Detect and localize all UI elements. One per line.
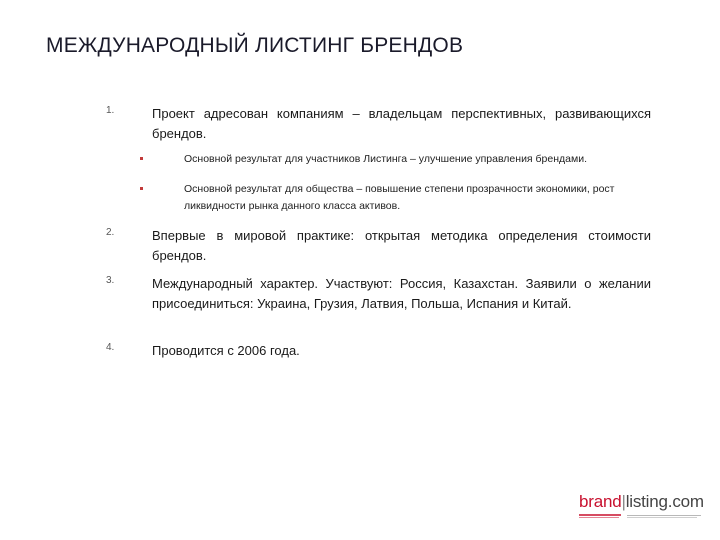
list-item-4 [106, 341, 651, 361]
list-item-text: Проект адресован компаниям – владельцам перспективных, развивающихся брендов. [152, 106, 651, 141]
slide-title: МЕЖДУНАРОДНЫЙ ЛИСТИНГ БРЕНДОВ [46, 34, 464, 57]
logo-com-text: com [672, 492, 704, 511]
list-item-1 [106, 104, 651, 144]
bullet-item-2 [140, 181, 651, 217]
bullet-marker [140, 187, 143, 190]
list-item-text: Международный характер. Участвуют: Россия, Казахстан. Заявили о желании присоединиться: Украина, Грузия, Латвия, Польша, Испания и Китай. [152, 276, 651, 311]
logo-listing-text: listing [625, 492, 668, 511]
list-item-number: 2. [106, 227, 115, 238]
list-item-number: 4. [106, 342, 115, 353]
logo-separator: | [621, 492, 626, 511]
logo-brand-text: brand [579, 492, 622, 511]
brandlisting-logo [579, 492, 704, 526]
logo-underline [579, 514, 701, 519]
list-item-number: 1. [106, 105, 115, 116]
list-item-number: 3. [106, 275, 115, 286]
logo-wordmark [579, 492, 704, 512]
logo-dot-text: . [667, 492, 673, 511]
list-item-3 [106, 274, 651, 334]
bullet-text: Основной результат для участников Листинга – улучшение управления брендами. [184, 153, 587, 165]
bullet-item-1 [140, 151, 651, 171]
bullet-text: Основной результат для общества – повышение степени прозрачности экономики, рост ликвидности рынка данного класса активов. [184, 183, 615, 212]
bullet-marker [140, 157, 143, 160]
list-item-text: Впервые в мировой практике: открытая методика определения стоимости брендов. [152, 228, 651, 263]
list-item-2 [106, 226, 651, 266]
list-item-text: Проводится с 2006 года. [152, 343, 300, 358]
